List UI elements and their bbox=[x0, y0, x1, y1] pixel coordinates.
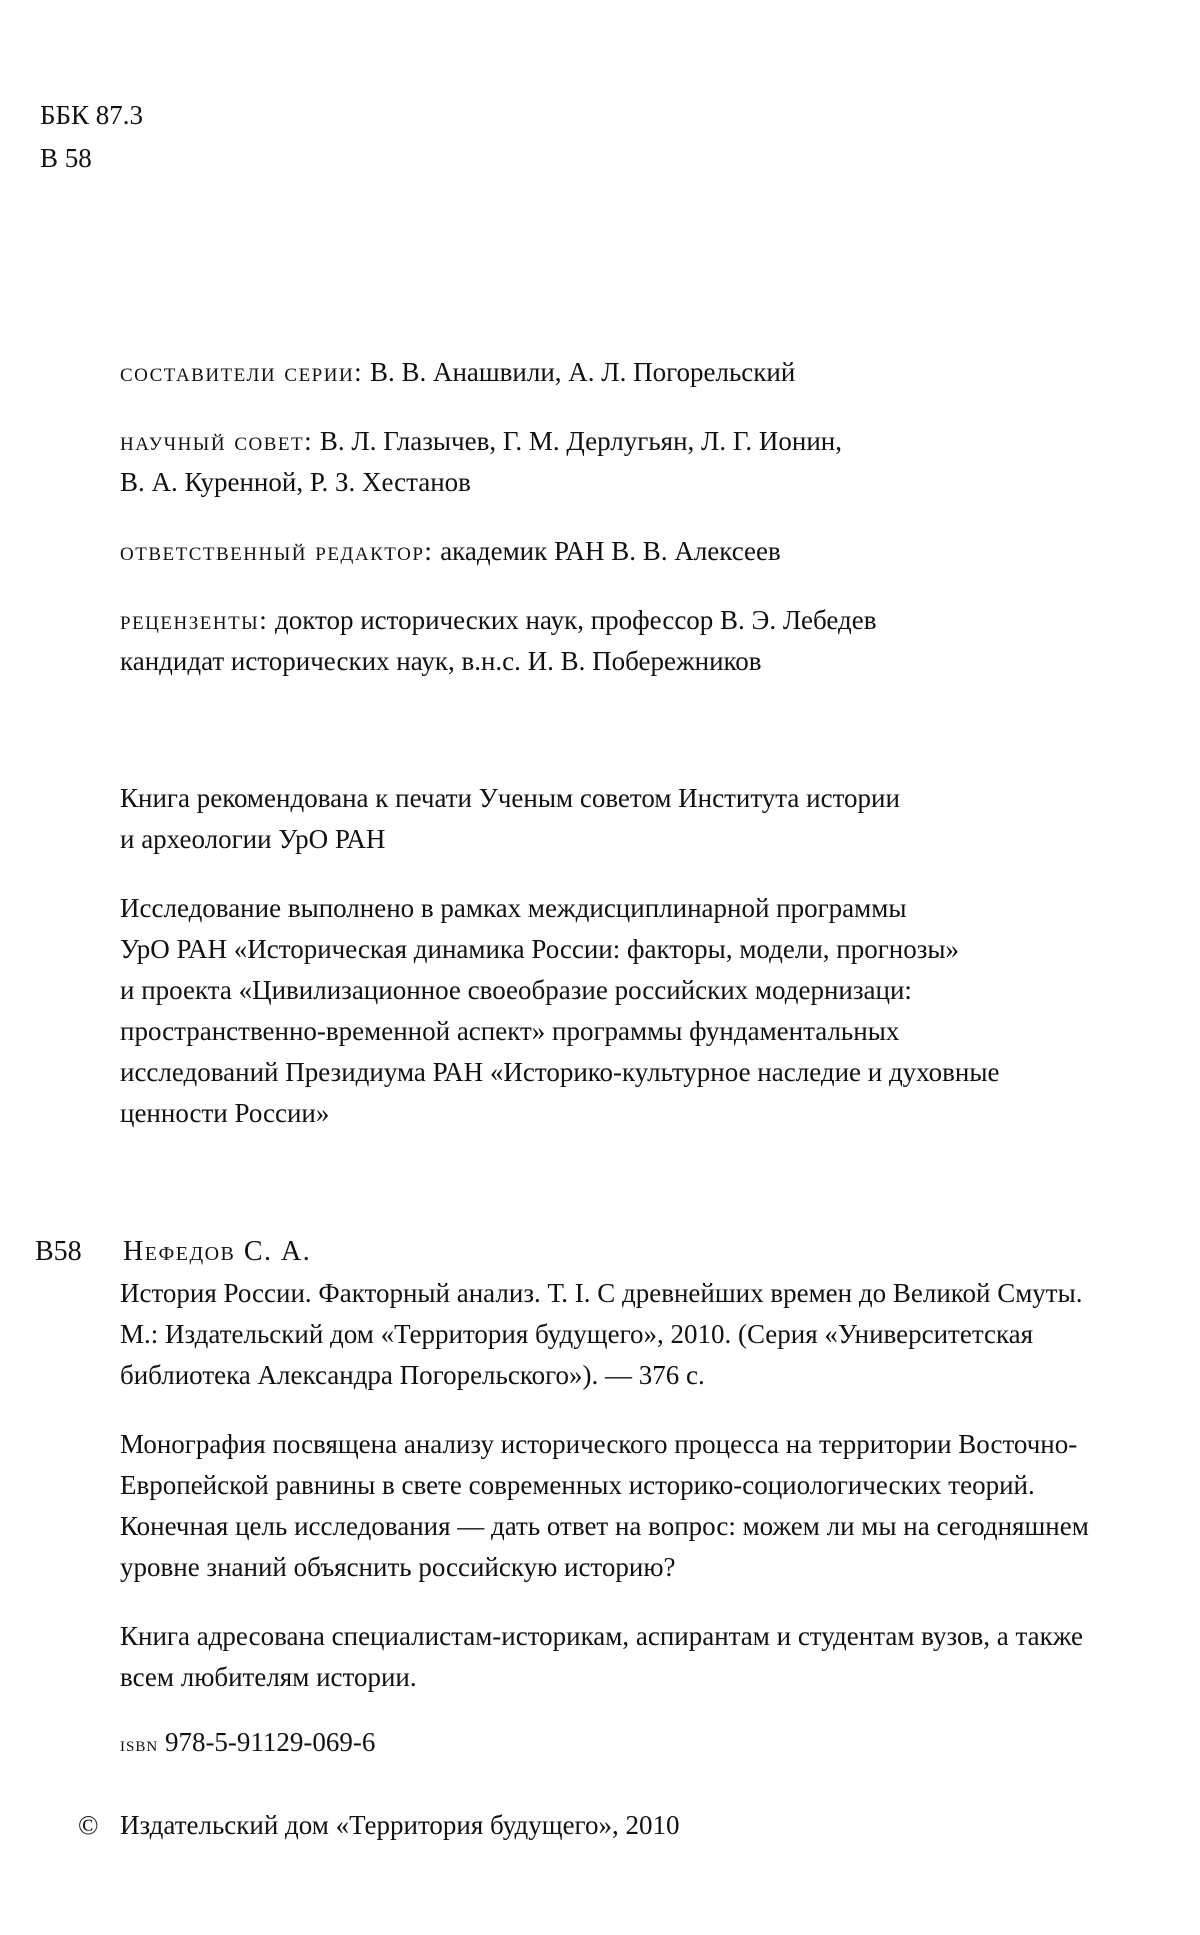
recommendation-line1: Книга рекомендована к печати Ученым советом Института истории bbox=[120, 783, 900, 813]
abstract-line: Европейской равнины в свете современных историко-социологических теорий. bbox=[120, 1470, 1035, 1500]
series-compilers-label: составители серии: bbox=[120, 357, 364, 387]
editor-value: академик РАН В. В. Алексеев bbox=[440, 536, 781, 566]
bibliographic-line: М.: Издательский дом «Территория будущего», 2010. (Серия «Университетская bbox=[120, 1319, 1034, 1349]
scientific-council-line1: В. Л. Глазычев, Г. М. Дерлугьян, Л. Г. Ионин, bbox=[319, 426, 842, 456]
copyright-icon: © bbox=[78, 1810, 99, 1840]
recommendation-line2: и археологии УрО РАН bbox=[120, 824, 386, 854]
abstract-line: уровне знаний объяснить российскую историю? bbox=[120, 1552, 676, 1582]
isbn bbox=[120, 1722, 375, 1764]
reviewers bbox=[120, 600, 876, 641]
reviewers-line2: кандидат исторических наук, в.н.с. И. В. Побережников bbox=[120, 646, 762, 676]
copyright-text: Издательский дом «Территория будущего», 2010 bbox=[120, 1810, 680, 1840]
reviewers-line1: доктор исторических наук, профессор В. Э. Лебедев bbox=[275, 605, 877, 635]
copyright bbox=[78, 1805, 679, 1845]
responsible-editor bbox=[120, 531, 781, 572]
book-author: Нефедов С. А. bbox=[123, 1236, 312, 1267]
scientific-council-line2: В. А. Куренной, Р. З. Хестанов bbox=[120, 467, 471, 497]
research-line: пространственно-временной аспект» программы фундаментальных bbox=[120, 1016, 900, 1046]
research-line: УрО РАН «Историческая динамика России: факторы, модели, прогнозы» bbox=[120, 934, 960, 964]
bibliographic-line: библиотека Александра Погорельского»). — 376 с. bbox=[120, 1360, 705, 1390]
reviewers-label: рецензенты: bbox=[120, 605, 269, 635]
research-line: и проекта «Цивилизационное своеобразие российских модернизаци: bbox=[120, 975, 912, 1005]
series-compilers bbox=[120, 352, 795, 393]
bbk-code: ББК 87.3 bbox=[40, 100, 144, 130]
abstract-line: Монография посвящена анализу исторического процесса на территории Восточно- bbox=[120, 1429, 1078, 1459]
research-line: ценности России» bbox=[120, 1098, 330, 1128]
series-compilers-names: В. В. Анашвили, А. Л. Погорельский bbox=[369, 357, 796, 387]
isbn-number: 978-5-91129-069-6 bbox=[164, 1727, 376, 1757]
bibliographic-line: История России. Факторный анализ. Т. I. С древнейших времен до Великой Смуты. bbox=[120, 1278, 1083, 1308]
audience-line: всем любителям истории. bbox=[120, 1662, 417, 1692]
author-mark: В 58 bbox=[40, 143, 92, 173]
abstract-line: Конечная цель исследования — дать ответ на вопрос: можем ли мы на сегодняшнем bbox=[120, 1511, 1089, 1541]
scientific-council-label: научный совет: bbox=[120, 426, 314, 456]
audience-line: Книга адресована специалистам-историкам, аспирантам и студентам вузов, а также bbox=[120, 1621, 1083, 1651]
isbn-label: isbn bbox=[120, 1731, 159, 1756]
catalog-code: В58 bbox=[35, 1236, 82, 1267]
scientific-council bbox=[120, 421, 842, 462]
research-line: исследований Президиума РАН «Историко-культурное наследие и духовные bbox=[120, 1057, 1000, 1087]
research-line: Исследование выполнено в рамках междисциплинарной программы bbox=[120, 893, 907, 923]
editor-label: ответственный редактор: bbox=[120, 536, 434, 566]
